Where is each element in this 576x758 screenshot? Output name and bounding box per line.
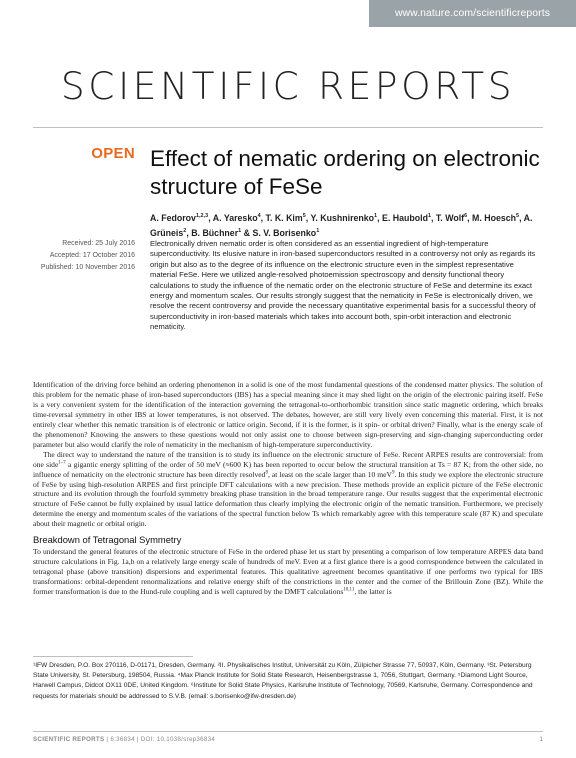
- author-name: Y. Kushnirenko: [310, 212, 375, 223]
- footer-divider: [33, 731, 543, 732]
- received-date: Received: 25 July 2016: [62, 240, 135, 247]
- footer-citation: | 6:36834 | DOI: 10.1038/srep36834: [104, 736, 216, 743]
- author-list: A. Fedorov$^{1,2,3}$, A. Yaresko$^4$, T. K. Kim$^5$, Y. Kushnirenko$^1$, E. Haubold$^1$, T. Wolf$^6$, M. Hoesch$^5$, A. Grüneis$^2$, B. Büchner$^1$ & S. V. Borisenko$^1$: [150, 212, 533, 238]
- author-name: E. Haubold: [382, 212, 428, 223]
- journal-masthead: SCIENTIFIC REPORTS: [60, 64, 516, 108]
- header-divider: [33, 127, 543, 128]
- published-date: Published: 10 November 2016: [40, 264, 135, 271]
- publication-dates: [20, 238, 135, 274]
- author-name: T. Wolf: [435, 212, 465, 223]
- author-affiliation: 5: [516, 213, 520, 219]
- article-body: [33, 380, 543, 597]
- footnote-divider: [33, 656, 193, 657]
- author-affiliation: 1: [238, 227, 242, 234]
- author-name: T. K. Kim: [265, 212, 303, 223]
- author-name: A. Yaresko: [212, 212, 258, 223]
- section-heading: Breakdown of Tetragonal Symmetry: [33, 534, 182, 546]
- citation-ref[interactable]: 10,11: [343, 587, 355, 593]
- author-affiliation: 5: [302, 213, 306, 219]
- author-affiliation: 6: [464, 213, 468, 219]
- author-name: A. Grüneis: [150, 212, 533, 238]
- article-title: Effect of nematic ordering on electronic structure of FeSe: [150, 146, 540, 199]
- author-name: B. Büchner: [191, 227, 239, 238]
- author-name: M. Hoesch: [472, 212, 517, 223]
- body-paragraph-1: Identification of the driving force behind an ordering phenomenon in a solid is one of the most fundamental questions of the condensed matter physics. The solution of this problem for the nematic phase of iron-based superconductors (IBS) has a special meaning since it may shed light on the origin of the electronic pairing itself. FeSe is a very convenient system for the identification of the interaction governing the tetragonal-to-orthorhombic transition since static magnetic ordering, which breaks time-reversal symmetry in other IBS at lower temperatures, is not observed. The debates, however, are still very lively even concerning this material. First, it is not entirely clear whether this nematic transition is of electronic or lattice origin. Second, if it is the former, is it spin- or orbital driven? Finally, what is the energy scale of the phenomenon? Knowing the answers to these questions would not only assist one to choose between sign-preserving and sign-changing superconducting order parameter but also would clarify the role of nematicity in the mechanism of high-temperature superconductivity.: [33, 380, 543, 449]
- citation-ref[interactable]: 9: [391, 470, 395, 476]
- author-name: S. V. Borisenko: [252, 227, 317, 238]
- author-affiliation: 1: [427, 213, 432, 219]
- author-affiliation: 1: [316, 227, 320, 234]
- body-paragraph-3: To understand the general features of the electronic structure of FeSe in the ordered phase let us start by presenting a comparison of low temperature ARPES data band structure calculations in Fig. 1a,b on a relatively large energy scale of hundreds of meV. Even at a first glance there is a good correspondence between the calculated in tetragonal phase (above transition) dispersions and experimental features. This qualitative agreement becomes quantitative if one performs two typical for IBS transformations: orbital-dependent renormalizations and relative energy shift of the constrictions in the center and the corner of the Brillouin Zone (BZ). While the former transformation is due to the Hund-rule coupling and is well captured by the DMFT calculations$^{10,11}$, the latter is: [33, 547, 543, 597]
- footer-journal: SCIENTIFIC REPORTS: [33, 736, 105, 743]
- journal-url-bar[interactable]: www.nature.com/scientificreports: [369, 0, 576, 27]
- author-affiliation: 1: [374, 213, 378, 219]
- author-affiliation: 1,2,3: [195, 213, 209, 219]
- author-affiliation: 2: [183, 227, 187, 234]
- author-name: A. Fedorov: [150, 212, 196, 223]
- citation-ref[interactable]: 8: [265, 470, 268, 476]
- abstract: Electronically driven nematic order is often considered as an essential ingredient of high-temperature superconductivity. Its elusive nature in iron-based superconductors resulted in a controversy not only as regards its origin but also as to the degree of its influence on the electronic structure even in the simplest representative material FeSe. Here we utilized angle-resolved photoemission spectroscopy and density functional theory calculations to study the influence of the nematic order on the electronic structure of FeSe and determine its exact energy and momentum scales. Our results strongly suggest that the nematicity in FeSe is electronically driven, we resolve the recent controversy and provide the necessary quantitative experimental basis for a successful theory of superconductivity in iron-based materials which takes into account both, spin-orbit interaction and electronic nematicity.: [150, 239, 536, 332]
- accepted-date: Accepted: 17 October 2016: [49, 252, 135, 259]
- citation-ref[interactable]: 1–7: [58, 460, 66, 466]
- author-affiliation: 4: [257, 213, 261, 219]
- page-footer: [33, 736, 433, 743]
- body-paragraph-2: The direct way to understand the nature of the transition is to study its influence on the electronic structure of FeSe. Recent ARPES results are controversial: from one side$^{1-7}$ a gigantic energy splitting of the order of 50 meV (≈600 K) has been reported to occur below the structural transition at Ts = 87 K; from the other side, no influence of nematicity on the electronic structure has been directly resolved$^8$, at least on the scale larger than 10 meV$^9$. In this study we explore the electronic structure of FeSe by using high-resolution ARPES and first principle DFT calculations with a new precision. These methods provide an explicit picture of the FeSe electronic structure and its evolution through the fourfold symmetry breaking phase transition in the broad temperature range. Our results suggest that the experimental electronic structure of FeSe cannot be fully explained by usual lattice deformation thus clearly implying the electronic origin of the nematic transition. Furthermore, we precisely determine the energy and momentum scales of the variations of the spectral function below Ts which remarkably agree with this temperature scale (87 K) and speculate about their magnetic or orbital origin.: [33, 449, 543, 529]
- page-number: 1: [539, 736, 543, 743]
- open-access-label: OPEN: [91, 145, 135, 162]
- affiliations-footnote: ¹IFW Dresden, P.O. Box 270116, D-01171, Dresden, Germany. ²II. Physikalisches Institut, Universität zu Köln, Zülpicher Strasse 77, 50937, Köln, Germany. ³St. Petersburg State University, St. Petersburg, 198504, Russia. ⁴Max Planck Institute for Solid State Research, Heisenbergstrasse 1, 7056, Stuttgart, Germany. ⁵Diamond Light Source, Harwell Campus, Didcot OX11 0DE, United Kingdom. ⁶Institute for Solid State Physics, Karlsruhe Institute of Technology, 70569, Karlsruhe, Germany. Correspondence and requests for materials should be addressed to S.V.B. (email: s.borisenko@ifw-dresden.de): [33, 662, 533, 700]
